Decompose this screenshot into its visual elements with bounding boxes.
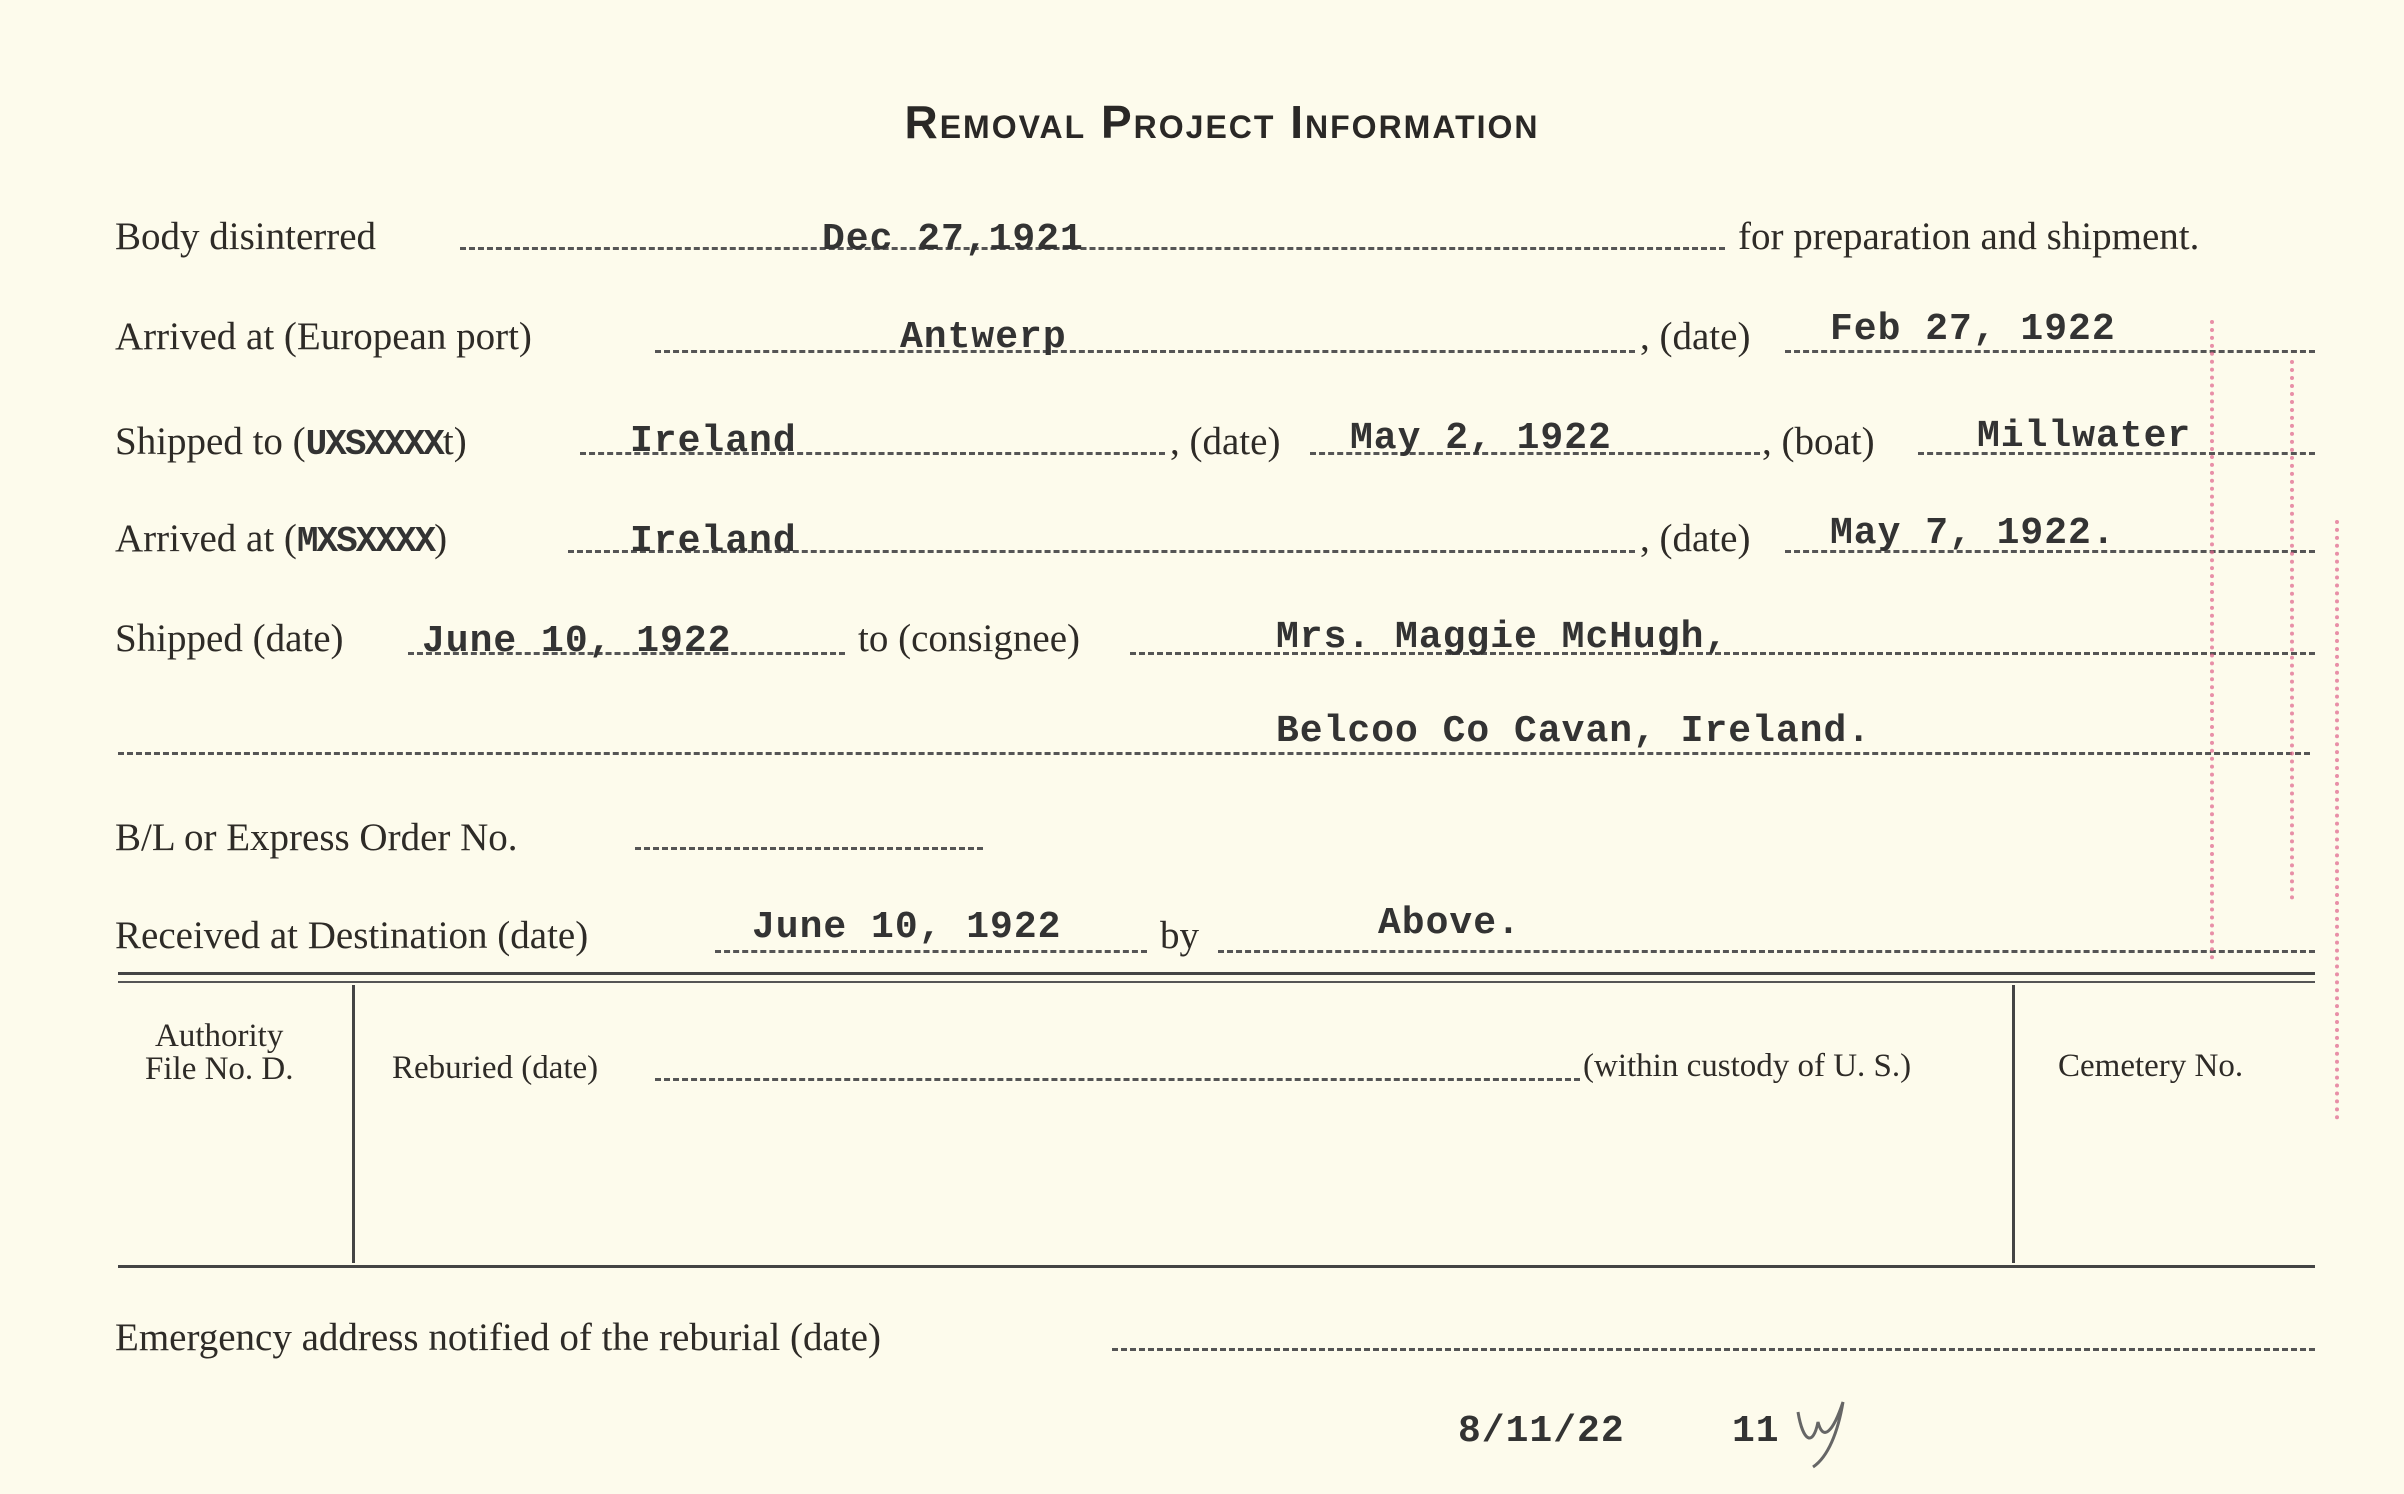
shipped-to-label-pre: Shipped to ( <box>115 420 306 463</box>
shipped-to-boat: Millwater <box>1977 415 2192 458</box>
arrived-at-country: Ireland <box>630 520 797 563</box>
arrived-at-label <box>115 516 447 562</box>
table-divider-right <box>2012 985 2015 1263</box>
arrived-european-date-label: , (date) <box>1640 315 1751 358</box>
cemetery-label: Cemetery No. <box>2058 1048 2244 1084</box>
address-line <box>118 752 2310 755</box>
received-by: Above. <box>1378 902 1521 945</box>
emergency-label: Emergency address notified of the reburial (date) <box>115 1316 881 1359</box>
body-disinterred-suffix: for preparation and shipment. <box>1738 215 2200 258</box>
consignee-name: Mrs. Maggie McHugh, <box>1276 616 1729 659</box>
consignee-address: Belcoo Co Cavan, Ireland. <box>1276 710 1872 753</box>
footer-initials: 11 <box>1732 1410 1780 1453</box>
received-by-line <box>1218 950 2315 953</box>
authority-line2: File No. D. <box>145 1051 294 1087</box>
arrived-european-line <box>655 350 1635 353</box>
received-label: Received at Destination (date) <box>115 914 589 957</box>
table-top-rule-double <box>118 981 2315 983</box>
arrived-at-date: May 7, 1922. <box>1830 512 2116 555</box>
reburied-label: Reburied (date) <box>392 1050 599 1086</box>
emergency-line <box>1112 1348 2315 1351</box>
table-top-rule <box>118 972 2315 975</box>
stamp-mark <box>2290 360 2294 900</box>
arrived-european-label: Arrived at (European port) <box>115 315 532 358</box>
arrived-at-label-post: ) <box>434 517 448 560</box>
table-bottom-rule <box>118 1265 2315 1268</box>
body-disinterred-label: Body disinterred <box>115 215 377 258</box>
shipped-date-label: Shipped (date) <box>115 617 344 660</box>
consignee-label: to (consignee) <box>858 617 1081 660</box>
arrived-at-label-pre: Arrived at ( <box>115 517 297 560</box>
page-title: Removal Project Information <box>904 96 1540 148</box>
arrived-european-date: Feb 27, 1922 <box>1830 308 2116 351</box>
body-disinterred-line <box>460 247 1725 250</box>
received-date-line <box>715 950 1147 953</box>
custody-label: (within custody of U. S.) <box>1583 1048 1912 1084</box>
shipped-to-label-post: t) <box>442 420 467 463</box>
shipped-to-boat-label: , (boat) <box>1762 420 1875 463</box>
shipped-to-date-label: , (date) <box>1170 420 1281 463</box>
received-date: June 10, 1922 <box>752 906 1062 949</box>
shipped-to-country: Ireland <box>630 420 797 463</box>
reburied-line <box>655 1078 1580 1081</box>
received-by-label: by <box>1160 914 1199 957</box>
arrived-at-struck: MXSXXXX <box>296 521 435 562</box>
shipped-to-date: May 2, 1922 <box>1350 417 1612 460</box>
bl-order-line <box>635 847 983 850</box>
table-divider-left <box>352 985 355 1263</box>
shipped-to-struck: UXSXXXX <box>305 424 443 465</box>
stamp-mark <box>2335 520 2339 1120</box>
arrived-at-date-label: , (date) <box>1640 517 1751 560</box>
bl-order-label: B/L or Express Order No. <box>115 816 518 859</box>
authority-line1: Authority <box>155 1018 284 1054</box>
shipped-to-label <box>115 419 467 465</box>
initials-signature-icon <box>1788 1392 1868 1472</box>
arrived-european-port: Antwerp <box>900 316 1067 359</box>
shipped-date: June 10, 1922 <box>422 620 732 663</box>
body-disinterred-value: Dec 27,1921 <box>822 218 1084 261</box>
stamp-mark <box>2210 320 2214 960</box>
footer-date: 8/11/22 <box>1458 1410 1625 1453</box>
